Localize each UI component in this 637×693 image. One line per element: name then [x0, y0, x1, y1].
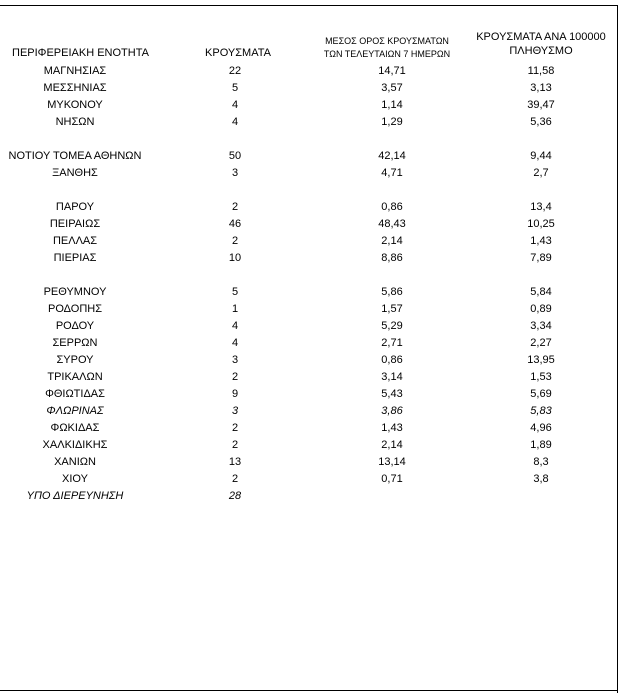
table-row	[0, 114, 617, 131]
table-row	[0, 250, 617, 267]
table-row	[0, 420, 617, 437]
per-100k-cell: 2,7	[533, 167, 549, 179]
header-7day-average-line2: ΤΩΝ ΤΕΛΕΥΤΑΙΩΝ 7 ΗΜΕΡΩΝ	[323, 49, 451, 59]
cases-cell: 1	[231, 303, 239, 315]
table-row	[0, 199, 617, 216]
cases-cell: 28	[228, 490, 242, 502]
per-100k-cell: 9,44	[530, 150, 552, 162]
table-row	[0, 301, 617, 318]
top-border-line	[0, 5, 617, 6]
per-100k-cell: 1,43	[530, 235, 552, 247]
header-region: ΠΕΡΙΦΕΡΕΙΑΚΗ ΕΝΟΤΗΤΑ	[12, 47, 149, 59]
cases-cell: 2	[231, 473, 239, 485]
per-100k-cell: 8,3	[533, 456, 549, 468]
region-cell: ΠΙΕΡΙΑΣ	[53, 252, 97, 264]
average-cell: 5,86	[381, 286, 403, 298]
cases-cell: 2	[231, 422, 239, 434]
cases-cell: 5	[231, 82, 239, 94]
region-cell: ΦΛΩΡΙΝΑΣ	[46, 405, 104, 417]
table-row	[0, 369, 617, 386]
cases-cell: 4	[231, 99, 239, 111]
per-100k-cell: 5,84	[530, 286, 552, 298]
average-cell: 2,14	[381, 439, 403, 451]
per-100k-cell: 10,25	[527, 218, 555, 230]
average-cell: 2,71	[381, 337, 403, 349]
table-row	[0, 454, 617, 471]
region-cell: ΦΘΙΩΤΙΔΑΣ	[45, 388, 105, 400]
average-cell: 42,14	[378, 150, 406, 162]
per-100k-cell: 3,13	[530, 82, 552, 94]
cases-cell: 3	[231, 167, 239, 179]
region-cell: ΣΥΡΟΥ	[56, 354, 94, 366]
average-cell: 3,14	[381, 371, 403, 383]
right-border-line	[617, 5, 618, 693]
region-cell: ΧΑΛΚΙΔΙΚΗΣ	[42, 439, 108, 451]
cases-cell: 13	[228, 456, 242, 468]
average-cell: 1,29	[381, 116, 403, 128]
table-row	[0, 233, 617, 250]
per-100k-cell: 13,95	[527, 354, 555, 366]
per-100k-cell: 3,8	[533, 473, 549, 485]
average-cell: 5,43	[381, 388, 403, 400]
per-100k-cell: 7,89	[530, 252, 552, 264]
cases-cell: 4	[231, 320, 239, 332]
cases-cell: 4	[231, 116, 239, 128]
header-7day-average-line1: ΜΕΣΟΣ ΟΡΟΣ ΚΡΟΥΣΜΑΤΩΝ	[325, 36, 449, 46]
average-cell: 0,86	[381, 201, 403, 213]
average-cell: 8,86	[381, 252, 403, 264]
average-cell: 2,14	[381, 235, 403, 247]
region-cell: ΧΙΟΥ	[62, 473, 88, 485]
region-cell: ΡΟΔΟΠΗΣ	[47, 303, 103, 315]
per-100k-cell: 39,47	[527, 99, 555, 111]
average-cell: 4,71	[381, 167, 403, 179]
table-row	[0, 80, 617, 97]
table-row	[0, 488, 617, 505]
average-cell: 3,86	[381, 405, 403, 417]
average-cell: 0,86	[381, 354, 403, 366]
per-100k-cell: 1,89	[530, 439, 552, 451]
table-row	[0, 471, 617, 488]
header-7day-average	[312, 35, 462, 61]
cases-cell: 2	[231, 371, 239, 383]
table-row	[0, 386, 617, 403]
cases-cell: 10	[228, 252, 242, 264]
average-cell: 1,43	[381, 422, 403, 434]
per-100k-cell: 3,34	[530, 320, 552, 332]
per-100k-cell: 13,4	[530, 201, 552, 213]
table-row	[0, 403, 617, 420]
table-row	[0, 148, 617, 165]
header-cases-per-100k-line2: ΠΛΗΘΥΣΜΟ	[509, 45, 573, 57]
cases-cell: 3	[231, 405, 239, 417]
region-cell: ΝΗΣΩΝ	[55, 116, 95, 128]
table-row	[0, 318, 617, 335]
region-cell: ΜΕΣΣΗΝΙΑΣ	[43, 82, 107, 94]
per-100k-cell: 5,69	[530, 388, 552, 400]
cases-cell: 3	[231, 354, 239, 366]
average-cell: 48,43	[378, 218, 406, 230]
cases-cell: 9	[231, 388, 239, 400]
header-cases-per-100k-line1: ΚΡΟΥΣΜΑΤΑ ΑΝΑ 100000	[476, 31, 606, 43]
cases-cell: 4	[231, 337, 239, 349]
average-cell: 0,71	[381, 473, 403, 485]
region-cell: ΠΕΛΛΑΣ	[52, 235, 98, 247]
cases-cell: 5	[231, 286, 239, 298]
cases-cell: 50	[228, 150, 242, 162]
per-100k-cell: 11,58	[527, 65, 555, 77]
per-100k-cell: 0,89	[530, 303, 552, 315]
cases-cell: 22	[228, 65, 242, 77]
average-cell: 1,14	[381, 99, 403, 111]
region-cell: ΥΠΟ ΔΙΕΡΕΥΝΗΣΗ	[26, 490, 124, 502]
region-cell: ΦΩΚΙΔΑΣ	[50, 422, 100, 434]
region-cell: ΞΑΝΘΗΣ	[52, 167, 98, 179]
per-100k-cell: 5,36	[530, 116, 552, 128]
per-100k-cell: 4,96	[530, 422, 552, 434]
per-100k-cell: 1,53	[530, 371, 552, 383]
table-row	[0, 335, 617, 352]
average-cell: 14,71	[378, 65, 406, 77]
table-row	[0, 352, 617, 369]
average-cell: 3,57	[381, 82, 403, 94]
bottom-border-line	[0, 690, 618, 691]
region-cell: ΝΟΤΙΟΥ ΤΟΜΕΑ ΑΘΗΝΩΝ	[8, 150, 142, 162]
average-cell: 13,14	[378, 456, 406, 468]
table-row	[0, 216, 617, 233]
region-cell: ΠΑΡΟΥ	[55, 201, 95, 213]
region-cell: ΧΑΝΙΩΝ	[54, 456, 96, 468]
table-row	[0, 97, 617, 114]
table-row	[0, 437, 617, 454]
cases-cell: 2	[231, 439, 239, 451]
region-cell: ΠΕΙΡΑΙΩΣ	[49, 218, 101, 230]
region-cell: ΜΥΚΟΝΟΥ	[47, 99, 103, 111]
table-row	[0, 284, 617, 301]
table-row	[0, 63, 617, 80]
per-100k-cell: 2,27	[530, 337, 552, 349]
per-100k-cell: 5,83	[530, 405, 552, 417]
region-cell: ΤΡΙΚΑΛΩΝ	[47, 371, 103, 383]
region-cell: ΜΑΓΝΗΣΙΑΣ	[43, 65, 107, 77]
average-cell: 5,29	[381, 320, 403, 332]
region-cell: ΣΕΡΡΩΝ	[52, 337, 98, 349]
region-cell: ΡΕΘΥΜΝΟΥ	[43, 286, 107, 298]
cases-cell: 2	[231, 201, 239, 213]
region-cell: ΡΟΔΟΥ	[55, 320, 95, 332]
cases-cell: 46	[228, 218, 242, 230]
header-cases: ΚΡΟΥΣΜΑΤΑ	[205, 47, 271, 59]
cases-cell: 2	[231, 235, 239, 247]
average-cell: 1,57	[381, 303, 403, 315]
table-row	[0, 165, 617, 182]
header-cases-per-100k	[462, 30, 620, 58]
